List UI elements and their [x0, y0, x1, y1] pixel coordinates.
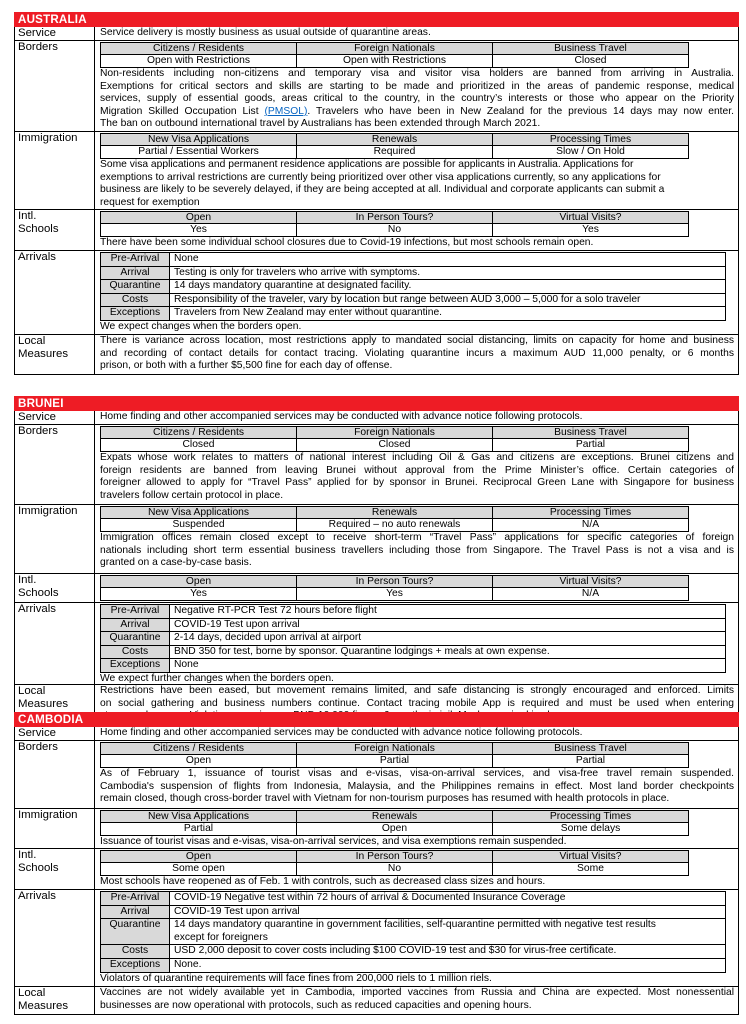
row-label: Borders [15, 425, 95, 504]
grid-value: Yes [386, 588, 403, 599]
borders-text-line: Cambodia's suspension of flights from Indonesia, Malaysia, and the Philippines remains in effect. Most land border checkpoints [100, 780, 734, 792]
grid-value: Closed [378, 439, 411, 450]
arrivals-key: Pre-Arrival [101, 892, 170, 905]
immigration-text-line: Immigration offices remain closed except to receive short-term “Travel Pass” applications for specific categories of foreign [100, 532, 734, 543]
service-row [15, 411, 738, 425]
grid-value: Some open [172, 863, 225, 874]
grid-header: Virtual Visits? [493, 212, 688, 224]
schools-text: Most schools have reopened as of Feb. 1 with controls, such as decreased class sizes and hours. [100, 876, 546, 887]
grid-value: Required [373, 146, 416, 157]
row-label-line: Local [18, 685, 46, 697]
arrivals-key: Quarantine [101, 632, 170, 645]
service-text: Home finding and other accompanied services may be conducted with advance notice following protocols. [100, 411, 583, 422]
row-label: Arrivals [15, 603, 95, 684]
immigration-text-line: exemptions to arrival restrictions are currently being prioritized over other visa applications currently, so any applications for [100, 171, 661, 183]
arrivals-value: None [174, 659, 199, 671]
row-label [15, 987, 95, 1014]
grid-value: No [387, 863, 402, 874]
arrivals-value: 14 days mandatory quarantine at designated facility. [174, 280, 412, 292]
grid-header: New Visa Applications [101, 811, 296, 823]
grid-header: Renewals [297, 134, 492, 146]
grid-value: Partial [575, 439, 606, 450]
grid-header: Business Travel [493, 427, 688, 439]
borders-text-line: Expats whose work relates to matters of national interest including Oil & Gas and citizens are exceptions. Brunei citizens and [100, 452, 734, 463]
arrivals-key: Arrival [101, 267, 170, 280]
arrivals-key: Exceptions [101, 959, 170, 972]
arrivals-table-row [101, 294, 725, 308]
arrivals-key: Quarantine [101, 919, 170, 944]
arrivals-table-row [101, 307, 725, 320]
borders-text-prefix: Migration Skilled Occupation List [100, 105, 265, 117]
borders-text-line: foreigner allowed to apply for “Travel Pass” applied for by sponsor in Brunei. Reciprocal Green Lane with Singapore for business [100, 477, 734, 489]
arrivals-value: 14 days mandatory quarantine in government facilities, self-quarantine permitted with negative test results [174, 919, 656, 931]
row-label-line: Measures [18, 348, 69, 360]
row-label: Immigration [15, 809, 95, 848]
grid-value: Partial [379, 755, 410, 766]
arrivals-value-cont: except for foreigners [174, 931, 268, 943]
borders-text-line: remain closed, though cross-border travel with Vietnam for non-tourism purposes has resumed with health protocols in place. [100, 793, 670, 805]
arrivals-key: Quarantine [101, 280, 170, 293]
grid-value: Open with Restrictions [342, 55, 446, 66]
grid-header: Processing Times [493, 134, 688, 146]
grid-value: Partial / Essential Workers [138, 146, 259, 157]
row-label: Borders [15, 41, 95, 131]
schools-status-grid [100, 575, 689, 601]
borders-status-grid [100, 42, 689, 68]
grid-value: Some delays [560, 823, 621, 834]
row-label-line: Local [18, 335, 46, 347]
grid-header: Virtual Visits? [493, 851, 688, 863]
arrivals-value: None [174, 253, 199, 264]
borders-row [15, 41, 738, 132]
arrivals-value: Negative RT-PCR Test 72 hours before flight [174, 605, 377, 616]
immigration-text-line: Issuance of tourist visas and e-visas, visa-on-arrival services, and visa exemptions remain suspended. [100, 836, 567, 847]
grid-header: Foreign Nationals [297, 43, 492, 55]
grid-value: Closed [574, 55, 607, 66]
local-measures-row [15, 987, 738, 1015]
grid-header: Business Travel [493, 743, 688, 755]
schools-row [15, 574, 738, 603]
row-label-line: Intl. [18, 210, 37, 222]
immigration-status-grid [100, 506, 689, 532]
grid-header: In Person Tours? [297, 576, 492, 588]
arrivals-key: Costs [101, 945, 170, 958]
grid-header: Open [101, 851, 296, 863]
arrivals-table-row [101, 632, 725, 646]
arrivals-key: Arrival [101, 619, 170, 632]
arrivals-value: 2-14 days, decided upon arrival at airport [174, 632, 362, 644]
local-text-line: Vaccines are not widely available yet in Cambodia, imported vaccines from Russia and China are expected. Most nonessential [100, 987, 734, 998]
grid-header: Virtual Visits? [493, 576, 688, 588]
borders-link-suffix: . [307, 105, 311, 117]
grid-value: No [387, 224, 402, 235]
grid-header: In Person Tours? [297, 851, 492, 863]
grid-value: Suspended [172, 519, 225, 530]
arrivals-value: Travelers from New Zealand may enter without quarantine. [174, 307, 443, 319]
grid-value: Partial [575, 755, 606, 766]
arrivals-table-row [101, 646, 725, 660]
schools-status-grid [100, 850, 689, 876]
row-label-line: Schools [18, 862, 59, 874]
country-header: CAMBODIA [14, 712, 739, 727]
grid-header: New Visa Applications [101, 507, 296, 519]
service-row [15, 727, 738, 741]
grid-header: New Visa Applications [101, 134, 296, 146]
row-label [15, 574, 95, 602]
arrivals-value: BND 350 for test, borne by sponsor. Quarantine lodgings + meals at own expense. [174, 645, 550, 657]
row-label: Arrivals [15, 890, 95, 986]
grid-header: In Person Tours? [297, 212, 492, 224]
immigration-row [15, 132, 738, 210]
immigration-row [15, 809, 738, 849]
row-label [15, 210, 95, 250]
local-text-line: Restrictions have been eased, but movement remains limited, and safe distancing is strongly encouraged and enforced. Limits [100, 685, 734, 696]
row-label: Service [15, 411, 95, 424]
arrivals-table-row [101, 619, 725, 633]
grid-header: Open [101, 212, 296, 224]
row-label-line: Measures [18, 698, 69, 710]
grid-value: Open [185, 755, 212, 766]
row-label-line: Intl. [18, 574, 37, 586]
borders-text-line: Exemptions for critical sectors and skills are starting to be made and prioritized in the areas of pandemic response, medical [100, 80, 734, 92]
arrivals-table-row [101, 906, 725, 920]
local-text-line: There is variance across location, most restrictions apply to mandated social distancing, limits on capacity for home and business [100, 335, 734, 346]
immigration-text-line: nationals including short term essential business travellers including those from Singapore. The Travel Pass is not a visa and is [100, 544, 734, 556]
grid-value: Closed [182, 439, 215, 450]
immigration-text-line: business are likely to be severely delayed, if they are being accepted at all. Individual and corporate applicants can submit a [100, 184, 665, 196]
arrivals-value: None. [174, 958, 202, 970]
arrivals-key: Exceptions [101, 659, 170, 672]
arrivals-value: Testing is only for travelers who arrive with symptoms. [174, 266, 421, 278]
arrivals-value: COVID-19 Test upon arrival [174, 905, 300, 917]
borders-text-line: The ban on outbound international travel by Australians has been extended through March 2021. [100, 118, 541, 130]
immigration-text-line: Some visa applications and permanent residence applications are possible for applicants in Australia. Applications for [100, 159, 634, 170]
row-label: Service [15, 27, 95, 40]
grid-header: Renewals [297, 811, 492, 823]
arrivals-table-row [101, 267, 725, 281]
grid-value: N/A [581, 588, 600, 599]
country-section-cambodia [14, 712, 739, 1015]
immigration-status-grid [100, 810, 689, 836]
arrivals-table-row [101, 659, 725, 672]
arrivals-table [100, 252, 726, 321]
service-text: Home finding and other accompanied services may be conducted with advance notice following protocols. [100, 727, 583, 738]
grid-value: Open [381, 823, 408, 834]
row-label [15, 849, 95, 889]
grid-header: Open [101, 576, 296, 588]
arrivals-key: Pre-Arrival [101, 253, 170, 266]
local-text-line: prison, or both with a further $5,500 fine for each day of offense. [100, 360, 393, 372]
borders-text-suffix: Travelers who have been in New Zealand for the previous 14 days may now enter. [316, 105, 734, 117]
grid-value: Slow / On Hold [556, 146, 625, 157]
grid-header: Foreign Nationals [297, 427, 492, 439]
arrivals-key: Pre-Arrival [101, 605, 170, 618]
arrivals-table-row [101, 959, 725, 972]
borders-text-line: As of February 1, issuance of tourist visas and e-visas, visa-on-arrival services, and visa-free travel remain suspended. [100, 768, 734, 779]
row-label: Borders [15, 741, 95, 808]
arrivals-table-row [101, 253, 725, 267]
arrivals-note: We expect changes when the borders open. [100, 320, 302, 332]
arrivals-key: Exceptions [101, 307, 170, 320]
borders-status-grid [100, 742, 689, 768]
grid-value: Yes [582, 224, 599, 235]
borders-text-line: services, supply of essential goods, areas critical to the country, in the country’s interests or those who appear on the Priority [100, 93, 734, 105]
grid-value: N/A [581, 519, 600, 530]
country-section-australia [14, 12, 739, 375]
pmsol-link[interactable]: (PMSOL) [264, 105, 308, 117]
local-text-line: on social gathering and business numbers continue. Contact tracing mobile App is required and must be used when entering [100, 697, 734, 709]
grid-value: Partial [183, 823, 214, 834]
country-header: BRUNEI [14, 396, 739, 411]
arrivals-table-row [101, 892, 725, 906]
covid-country-report-page [14, 12, 739, 1018]
service-text: Service delivery is mostly business as usual outside of quarantine areas. [100, 27, 431, 38]
grid-header: Citizens / Residents [101, 43, 296, 55]
immigration-text-line: granted on a case-by-case basis. [100, 557, 252, 569]
arrivals-value: USD 2,000 deposit to cover costs including $100 COVID-19 test and $30 for virus-free certificate. [174, 945, 617, 957]
immigration-row [15, 505, 738, 574]
schools-status-grid [100, 211, 689, 237]
grid-header: Business Travel [493, 43, 688, 55]
local-measures-row [15, 335, 738, 375]
arrivals-key: Costs [101, 646, 170, 659]
grid-header: Processing Times [493, 811, 688, 823]
grid-header: Foreign Nationals [297, 743, 492, 755]
row-label: Immigration [15, 505, 95, 573]
grid-value: Open with Restrictions [146, 55, 250, 66]
row-label-line: Measures [18, 1000, 69, 1012]
grid-value: Required – no auto renewals [328, 519, 461, 530]
arrivals-row [15, 251, 738, 335]
arrivals-note: We expect further changes when the borders open. [100, 672, 334, 684]
row-label-line: Local [18, 987, 46, 999]
arrivals-table-row [101, 605, 725, 619]
arrivals-key: Arrival [101, 906, 170, 919]
arrivals-key: Costs [101, 294, 170, 307]
schools-row [15, 210, 738, 251]
row-label: Immigration [15, 132, 95, 209]
local-text-line: businesses are now operational with protocols, such as reduced capacities and opening hours. [100, 999, 532, 1011]
borders-text-line: travelers follow certain protocol in place. [100, 489, 284, 501]
grid-value: Yes [190, 224, 207, 235]
grid-header: Processing Times [493, 507, 688, 519]
arrivals-table-row [101, 919, 725, 945]
row-label: Service [15, 727, 95, 740]
local-text-line: and recording of contact details for contact tracing. Violating quarantine incurs a maximum AUD 11,000 penalty, or 6 months [100, 347, 734, 359]
borders-text-line: Non-residents including non-citizens and temporary visa and visitor visa holders are banned from arriving in Australia. [100, 68, 734, 79]
grid-value: Some [577, 863, 604, 874]
arrivals-note: Violators of quarantine requirements will face fines from 200,000 riels to 1 million riels. [100, 972, 492, 984]
borders-status-grid [100, 426, 689, 452]
grid-header: Citizens / Residents [101, 427, 296, 439]
grid-value: Yes [190, 588, 207, 599]
row-label-line: Intl. [18, 849, 37, 861]
grid-header: Citizens / Residents [101, 743, 296, 755]
arrivals-value: Responsibility of the traveler, vary by location but range between AUD 3,000 – 5,000 for a solo traveler [174, 293, 641, 305]
borders-row [15, 425, 738, 505]
country-header: AUSTRALIA [14, 12, 739, 27]
schools-text: There have been some individual school closures due to Covid-19 infections, but most schools remain open. [100, 237, 594, 248]
arrivals-value: COVID-19 Test upon arrival [174, 618, 300, 630]
row-label [15, 335, 95, 374]
borders-text-line: foreign residents are banned from leaving Brunei without approval from the Prime Minister’s office. Certain categories of [100, 464, 734, 476]
borders-text-line [100, 106, 734, 119]
service-row [15, 27, 738, 41]
arrivals-row [15, 890, 738, 987]
row-label-line: Schools [18, 223, 59, 235]
schools-row [15, 849, 738, 890]
row-label-line: Schools [18, 587, 59, 599]
arrivals-table-row [101, 945, 725, 959]
row-label: Arrivals [15, 251, 95, 334]
arrivals-value: COVID-19 Negative test within 72 hours of arrival & Documented Insurance Coverage [174, 892, 566, 903]
arrivals-table [100, 891, 726, 973]
borders-row [15, 741, 738, 809]
arrivals-row [15, 603, 738, 685]
grid-header: Renewals [297, 507, 492, 519]
arrivals-table-row [101, 280, 725, 294]
arrivals-table [100, 604, 726, 673]
immigration-text-line: request for exemption [100, 196, 200, 208]
immigration-status-grid [100, 133, 689, 159]
country-section-brunei [14, 396, 739, 725]
